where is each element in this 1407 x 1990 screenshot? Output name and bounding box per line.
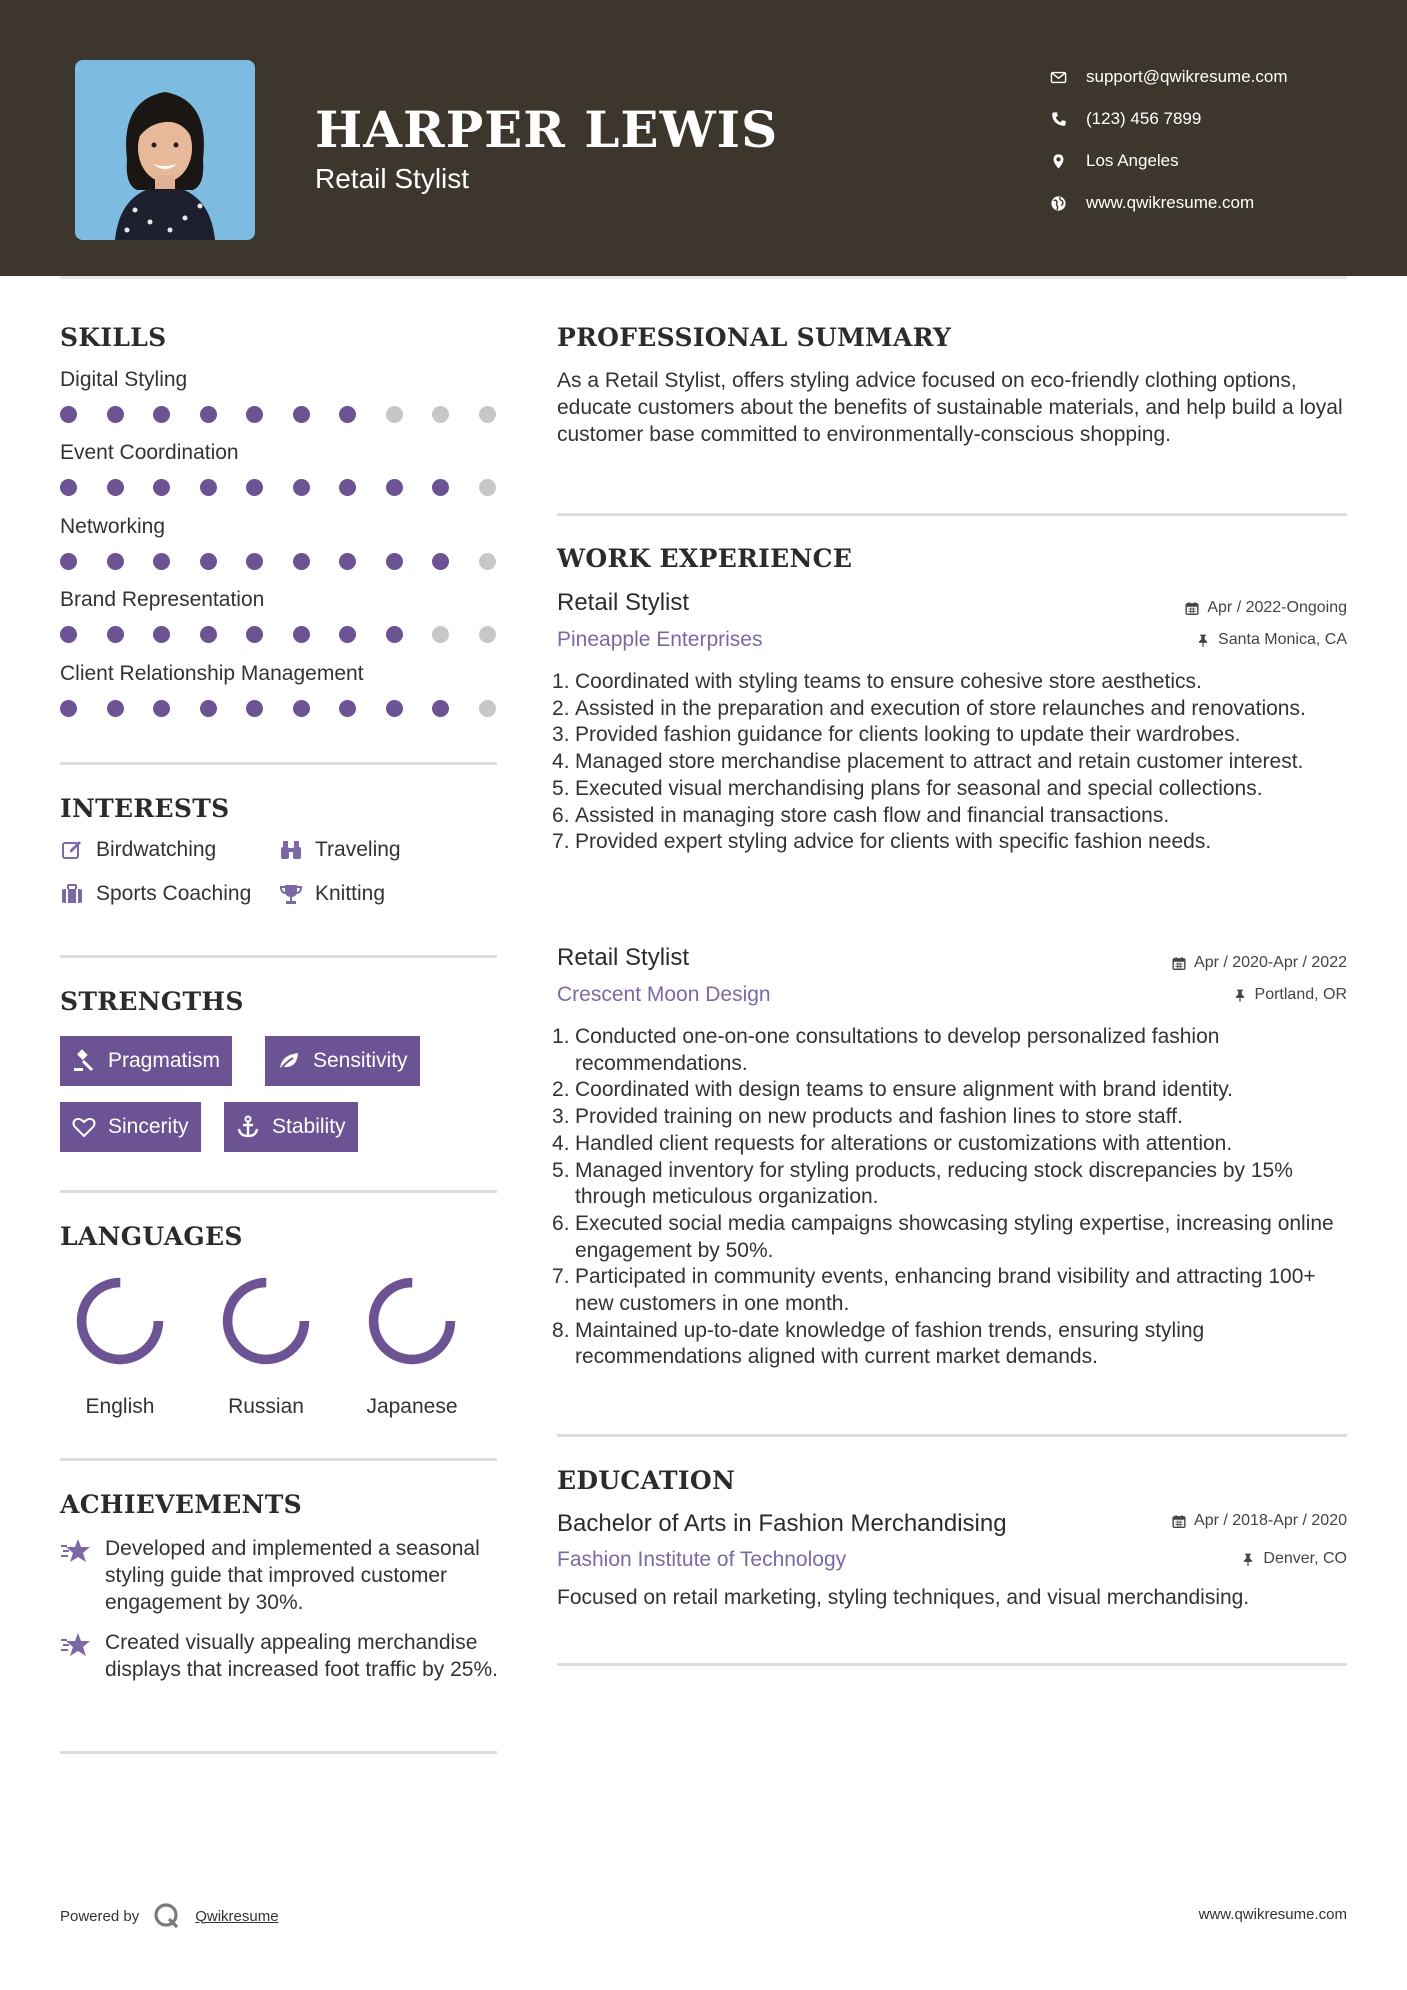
summary-text: As a Retail Stylist, offers styling advice focused on eco-friendly clothing options, educate customers about the benefits of sustainable materials, and help build a loyal customer base committed to environmentally-conscious shopping. <box>557 369 1343 446</box>
interests-divider <box>60 955 497 958</box>
pushpin-icon <box>1233 988 1247 1003</box>
rating-dot-empty <box>432 406 449 423</box>
strength-label: Stability <box>272 1115 346 1138</box>
phone-icon <box>1050 111 1086 128</box>
skill-item <box>60 662 500 717</box>
rating-dot-empty <box>479 479 496 496</box>
leaf-icon <box>277 1049 301 1073</box>
pushpin-icon <box>1241 1552 1255 1567</box>
interest-birdwatching <box>60 838 216 862</box>
job-bullet: Managed inventory for styling products, reducing stock discrepancies by 15% through meticulous organization. <box>575 1158 1293 1209</box>
language-level-arc <box>82 1283 159 1360</box>
rating-dot-filled <box>107 553 124 570</box>
rating-dot-filled <box>293 700 310 717</box>
rating-dot-filled <box>386 553 403 570</box>
language-level-ring <box>72 1273 168 1369</box>
strength-stability <box>224 1102 358 1152</box>
experience-divider <box>557 1434 1347 1437</box>
rating-dot-filled <box>293 553 310 570</box>
skill-rating <box>60 626 500 643</box>
education-heading: EDUCATION <box>557 1466 736 1495</box>
rating-dot-filled <box>200 700 217 717</box>
education-location-text: Denver, CO <box>1263 1550 1347 1567</box>
strength-sincerity <box>60 1102 201 1152</box>
skill-name: Event Coordination <box>60 441 239 464</box>
skills-heading: SKILLS <box>60 323 167 352</box>
strengths-divider <box>60 1190 497 1193</box>
envelope-icon <box>1050 69 1086 86</box>
profile-photo <box>75 60 255 240</box>
language-item <box>201 1273 331 1419</box>
rating-dot-filled <box>386 700 403 717</box>
edit-icon <box>60 838 84 862</box>
rating-dot-filled <box>246 626 263 643</box>
trophy-icon <box>279 882 303 906</box>
interest-label: Birdwatching <box>96 838 217 861</box>
rating-dot-filled <box>153 700 170 717</box>
rating-dot-filled <box>60 479 77 496</box>
star-icon <box>60 1537 92 1565</box>
gavel-icon <box>72 1049 96 1073</box>
qwikresume-link[interactable]: Qwikresume <box>195 1907 279 1925</box>
language-name: English <box>85 1395 155 1418</box>
interest-label: Sports Coaching <box>96 882 252 905</box>
rating-dot-filled <box>246 553 263 570</box>
rating-dot-filled <box>107 626 124 643</box>
rating-dot-filled <box>339 700 356 717</box>
interest-traveling <box>279 838 401 862</box>
rating-dot-empty <box>479 700 496 717</box>
rating-dot-filled <box>386 479 403 496</box>
skill-item <box>60 368 500 423</box>
strength-label: Pragmatism <box>108 1049 221 1072</box>
rating-dot-filled <box>200 479 217 496</box>
contact-website-text: www.qwikresume.com <box>1086 193 1255 212</box>
languages-divider <box>60 1458 497 1461</box>
job-bullet: Maintained up-to-date knowledge of fashion trends, ensuring styling recommendations aligned with current market demands. <box>575 1318 1205 1369</box>
job-bullets <box>552 669 1352 856</box>
job-bullet: Conducted one-on-one consultations to develop personalized fashion recommendations. <box>575 1025 1220 1075</box>
rating-dot-empty <box>479 553 496 570</box>
rating-dot-filled <box>200 626 217 643</box>
job-bullet: Assisted in managing store cash flow and financial transactions. <box>575 803 1170 827</box>
pushpin-icon <box>1196 633 1210 648</box>
education-divider <box>557 1663 1347 1666</box>
rating-dot-filled <box>107 479 124 496</box>
job-bullet: Coordinated with design teams to ensure alignment with brand identity. <box>575 1078 1233 1102</box>
rating-dot-filled <box>246 479 263 496</box>
qwikresume-logo-icon <box>153 1902 181 1930</box>
contact-phone-text: (123) 456 7899 <box>1086 109 1202 128</box>
heart-icon <box>72 1115 96 1139</box>
contact-phone[interactable] <box>1050 98 1288 140</box>
rating-dot-filled <box>107 700 124 717</box>
rating-dot-filled <box>153 479 170 496</box>
job-company: Crescent Moon Design <box>557 983 771 1006</box>
skill-name: Client Relationship Management <box>60 662 364 685</box>
calendar-icon <box>1172 1514 1186 1529</box>
briefcase-icon <box>60 882 84 906</box>
rating-dot-filled <box>339 553 356 570</box>
education-description: Focused on retail marketing, styling techniques, and visual merchandising. <box>557 1586 1250 1609</box>
anchor-icon <box>236 1115 260 1139</box>
rating-dot-filled <box>293 406 310 423</box>
job-bullet: Provided fashion guidance for clients looking to update their wardrobes. <box>575 723 1241 747</box>
rating-dot-filled <box>60 626 77 643</box>
map-pin-icon <box>1050 153 1086 170</box>
rating-dot-filled <box>200 553 217 570</box>
rating-dot-filled <box>339 626 356 643</box>
rating-dot-empty <box>432 626 449 643</box>
binoculars-icon <box>279 838 303 862</box>
language-item <box>55 1273 185 1419</box>
strength-sensitivity <box>265 1036 420 1086</box>
job-location <box>1196 631 1347 649</box>
job-bullet: Handled client requests for alterations or customizations with attention. <box>575 1131 1233 1155</box>
job-bullet: Executed social media campaigns showcasing styling expertise, increasing online engagement by 50%. <box>575 1211 1334 1262</box>
skill-item <box>60 588 500 643</box>
language-level-ring <box>364 1273 460 1369</box>
footer-website[interactable]: www.qwikresume.com <box>1198 1906 1347 1923</box>
rating-dot-filled <box>200 406 217 423</box>
job-bullet: Managed store merchandise placement to attract and retain customer interest. <box>575 750 1304 774</box>
calendar-icon <box>1172 956 1186 971</box>
rating-dot-filled <box>60 700 77 717</box>
rating-dot-empty <box>386 406 403 423</box>
contact-website[interactable] <box>1050 182 1288 224</box>
header-divider <box>60 276 1347 279</box>
globe-icon <box>1050 195 1086 212</box>
language-name: Japanese <box>366 1395 458 1418</box>
skill-name: Brand Representation <box>60 588 265 611</box>
job-dates <box>1185 599 1347 617</box>
job-role: Retail Stylist <box>557 944 690 971</box>
rating-dot-filled <box>153 406 170 423</box>
achievement-text: Developed and implemented a seasonal styling guide that improved customer engagement by 30%. <box>105 1537 480 1614</box>
rating-dot-filled <box>339 479 356 496</box>
job-dates-text: Apr / 2022-Ongoing <box>1207 599 1347 616</box>
rating-dot-empty <box>479 626 496 643</box>
star-icon <box>60 1631 92 1659</box>
education-location <box>1241 1550 1347 1568</box>
interest-label: Traveling <box>315 838 401 861</box>
job-bullet: Executed visual merchandising plans for seasonal and special collections. <box>575 776 1263 800</box>
rating-dot-filled <box>339 406 356 423</box>
job-bullet: Coordinated with styling teams to ensure cohesive store aesthetics. <box>575 670 1202 693</box>
education-school: Fashion Institute of Technology <box>557 1548 847 1571</box>
footer-powered-by <box>60 1902 279 1930</box>
powered-by-text: Powered by <box>60 1907 140 1925</box>
job-location <box>1233 986 1347 1004</box>
achievements-heading: ACHIEVEMENTS <box>60 1490 302 1519</box>
rating-dot-filled <box>432 700 449 717</box>
rating-dot-filled <box>153 626 170 643</box>
skill-name: Digital Styling <box>60 368 188 391</box>
skill-name: Networking <box>60 515 166 538</box>
skill-rating <box>60 553 500 570</box>
strength-label: Sensitivity <box>313 1049 408 1072</box>
achievement-text: Created visually appealing merchandise displays that increased foot traffic by 25%. <box>105 1631 498 1681</box>
interest-knitting <box>279 882 385 906</box>
skill-item <box>60 441 500 496</box>
rating-dot-filled <box>293 626 310 643</box>
interests-heading: INTERESTS <box>60 794 230 823</box>
language-level-arc <box>228 1283 305 1360</box>
profile-photo-image <box>75 60 255 240</box>
achievement-item <box>60 1535 500 1616</box>
summary-divider <box>557 513 1347 516</box>
interest-sports-coaching <box>60 882 251 906</box>
education-degree: Bachelor of Arts in Fashion Merchandising <box>557 1510 1007 1537</box>
contact-email[interactable] <box>1050 56 1288 98</box>
rating-dot-filled <box>246 700 263 717</box>
skill-rating <box>60 700 500 717</box>
rating-dot-filled <box>293 479 310 496</box>
job-bullet: Participated in community events, enhancing brand visibility and attracting 100+ new customers in one month. <box>575 1265 1316 1316</box>
interest-label: Knitting <box>315 882 386 905</box>
job-role: Retail Stylist <box>557 589 690 616</box>
strengths-heading: STRENGTHS <box>60 987 244 1016</box>
skill-item <box>60 515 500 570</box>
job-dates <box>1172 954 1347 972</box>
job-location-text: Portland, OR <box>1254 986 1347 1003</box>
summary-heading: PROFESSIONAL SUMMARY <box>557 323 952 352</box>
language-level-ring <box>218 1273 314 1369</box>
candidate-name: HARPER LEWIS <box>315 100 779 159</box>
rating-dot-filled <box>60 406 77 423</box>
rating-dot-filled <box>386 626 403 643</box>
job-company: Pineapple Enterprises <box>557 628 763 651</box>
rating-dot-empty <box>479 406 496 423</box>
rating-dot-filled <box>153 553 170 570</box>
candidate-title: Retail Stylist <box>315 163 470 194</box>
job-dates-text: Apr / 2020-Apr / 2022 <box>1194 954 1347 971</box>
skill-rating <box>60 406 500 423</box>
languages-heading: LANGUAGES <box>60 1222 243 1251</box>
contact-location <box>1050 140 1288 182</box>
job-bullet: Assisted in the preparation and execution of store relaunches and renovations. <box>575 696 1306 720</box>
rating-dot-filled <box>60 553 77 570</box>
strength-label: Sincerity <box>108 1115 189 1138</box>
language-level-arc <box>374 1283 451 1360</box>
rating-dot-filled <box>246 406 263 423</box>
skills-divider <box>60 762 497 765</box>
rating-dot-filled <box>107 406 124 423</box>
skill-rating <box>60 479 500 496</box>
experience-heading: WORK EXPERIENCE <box>557 544 853 573</box>
job-location-text: Santa Monica, CA <box>1218 631 1347 648</box>
job-bullet: Provided training on new products and fashion lines to store staff. <box>575 1105 1183 1129</box>
contact-location-text: Los Angeles <box>1086 151 1179 170</box>
calendar-icon <box>1185 601 1199 616</box>
language-name: Russian <box>228 1395 304 1418</box>
strength-pragmatism <box>60 1036 232 1086</box>
achievement-item <box>60 1629 500 1683</box>
rating-dot-filled <box>432 553 449 570</box>
job-bullet: Provided expert styling advice for clients with specific fashion needs. <box>575 830 1212 854</box>
job-bullets <box>552 1024 1352 1371</box>
education-dates-text: Apr / 2018-Apr / 2020 <box>1194 1512 1347 1529</box>
education-dates <box>1172 1512 1347 1530</box>
contact-email-text: support@qwikresume.com <box>1086 67 1288 86</box>
resume-header <box>0 0 1407 276</box>
contact-list <box>1050 56 1288 224</box>
language-item <box>347 1273 477 1419</box>
achievements-divider <box>60 1751 497 1754</box>
rating-dot-filled <box>432 479 449 496</box>
